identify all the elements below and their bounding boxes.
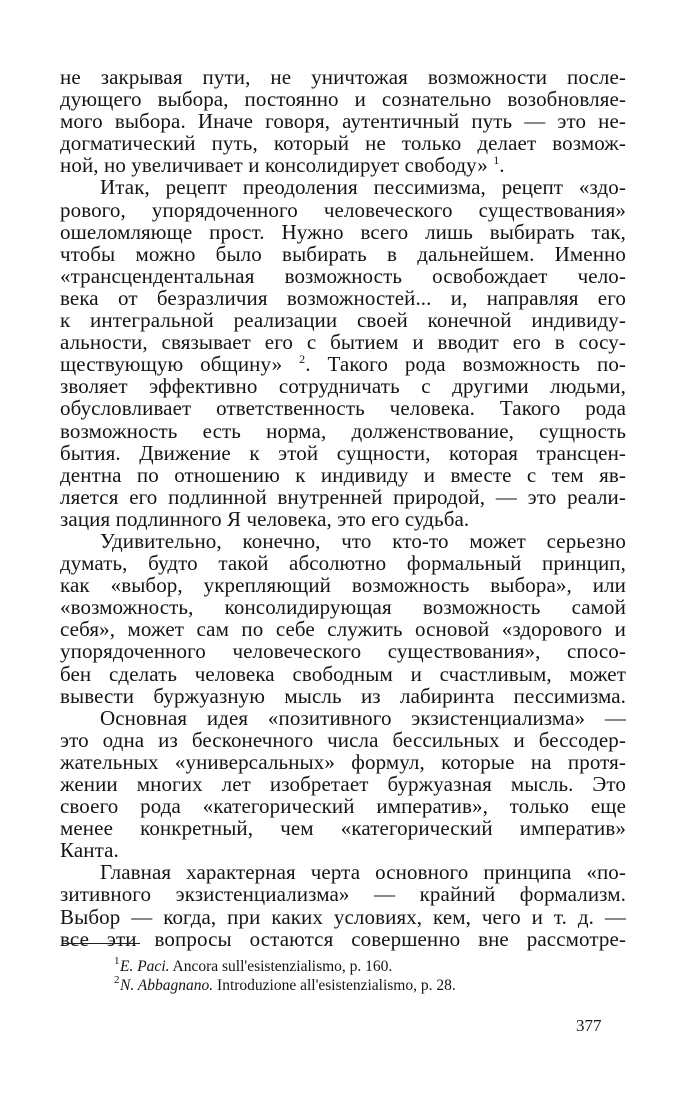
text-line: дующего выбора, постоянно и сознательно возобновляе- xyxy=(60,87,626,112)
footnote-text xyxy=(106,977,456,994)
text-line: не закрывая пути, не уничтожая возможности после- xyxy=(60,65,626,89)
text-line: альности, связывает его с бытием и вводит его в сосу- xyxy=(60,330,626,355)
footnotes xyxy=(62,957,622,995)
text-line-last: Канта. xyxy=(60,838,119,863)
footnote-number: 1 xyxy=(114,955,120,967)
text-fragment: ной, но увеличивает и консолидирует свободу» xyxy=(60,153,488,178)
text-line: дентна по отношению к индивиду и вместе с тем яв- xyxy=(60,462,626,487)
page-body xyxy=(60,66,626,950)
paragraph-4 xyxy=(60,707,626,862)
text-line: своего рода «категорический императив», только еще xyxy=(60,794,626,819)
text-line: возможность есть норма, долженствование, сущность xyxy=(60,418,626,443)
text-line: жательных «универсальных» формул, которые на протя- xyxy=(60,749,626,774)
paragraph-3 xyxy=(60,530,626,707)
text-line-last: зация подлинного Я человека, это его судьба. xyxy=(60,506,470,531)
text-line: менее конкретный, чем «категорический императив» xyxy=(60,816,626,841)
footnote-author: N. Abbagnano. xyxy=(120,977,214,994)
text-line: себя», может сам по себе служить основой «здорового и xyxy=(60,617,626,642)
footnote-title: Ancora sull'esistenzialismo, p. 160. xyxy=(172,958,393,975)
page-number: 377 xyxy=(576,1016,602,1035)
text-line: жении многих лет изобретает буржуазная мысль. Это xyxy=(60,772,626,796)
text-line: думать, будто такой абсолютно формальный принцип, xyxy=(60,551,626,576)
text-line: Удивительно, конечно, что кто-то может серьезно xyxy=(100,528,626,553)
footnote-ref: 1 xyxy=(493,153,500,168)
footnote-number: 2 xyxy=(114,974,120,986)
text-line: Итак, рецепт преодоления пессимизма, рецепт «здо- xyxy=(100,175,626,200)
footnote-2 xyxy=(62,976,622,995)
text-line: бен сделать человека свободным и счастливым, может xyxy=(60,661,626,686)
text-line: ляется его подлинной внутренней природой, — это реали- xyxy=(60,484,626,509)
text-line: века от безразличия возможностей... и, направляя его xyxy=(60,285,626,310)
text-line: чтобы можно было выбирать в дальнейшем. Именно xyxy=(60,241,626,266)
text-line: рового, упорядоченного человеческого существования» xyxy=(60,197,626,222)
footnote-ref: 2 xyxy=(299,352,306,367)
text-line: это одна из бесконечного числа бессильных и бессодер- xyxy=(60,727,626,752)
text-line: Главная характерная черта основного принципа «по- xyxy=(100,860,626,885)
text-line: упорядоченного человеческого существования», спосо- xyxy=(60,639,626,664)
text-line: зитивного экзистенциализма» — крайний формализм. xyxy=(60,882,626,907)
text-line: бытия. Движение к этой сущности, которая трансцен- xyxy=(60,440,626,465)
text-line-last: ной, но увеличивает и консолидирует свободу» $^1$. xyxy=(60,153,505,178)
text-line-with-ref xyxy=(60,353,626,375)
text-fragment: ществующую общину» xyxy=(60,352,283,377)
text-line: «трансцендентальная возможность освобождает чело- xyxy=(60,263,626,288)
text-line: Основная идея «позитивного экзистенциализма» — xyxy=(100,705,626,730)
text-line: «возможность, консолидирующая возможность самой xyxy=(60,595,626,620)
paragraph-5 xyxy=(60,861,626,949)
text-line: к интегральной реализации своей конечной индивиду- xyxy=(60,308,626,333)
text-fragment: . Такого рода возможность по- xyxy=(305,352,627,377)
footnote-title: Introduzione all'esistenzialismo, p. 28. xyxy=(217,977,456,994)
footnote-text xyxy=(106,958,392,975)
footnote-1 xyxy=(62,957,622,976)
text-line: догматический путь, который не только делает возмож- xyxy=(60,131,626,156)
text-line: вывести буржуазную мысль из лабиринта пессимизма. xyxy=(60,683,626,708)
text-line: как «выбор, укрепляющий возможность выбора», или xyxy=(60,573,626,598)
footnote-divider xyxy=(62,943,140,944)
text-line: Выбор — когда, при каких условиях, кем, чего и т. д. — xyxy=(60,904,626,929)
text-line: обусловливает ответственность человека. Такого рода xyxy=(60,396,626,421)
text-line: ошеломляюще прост. Нужно всего лишь выбирать так, xyxy=(60,219,626,244)
text-line: все эти вопросы остаются совершенно вне рассмотре- xyxy=(60,926,626,951)
paragraph-2 xyxy=(60,176,626,530)
paragraph-1 xyxy=(60,66,626,176)
footnote-author: E. Paci. xyxy=(120,958,170,975)
text-line: мого выбора. Иначе говоря, аутентичный путь — это не- xyxy=(60,109,626,134)
text-line: зволяет эффективно сотрудничать с другими людьми, xyxy=(60,374,626,399)
